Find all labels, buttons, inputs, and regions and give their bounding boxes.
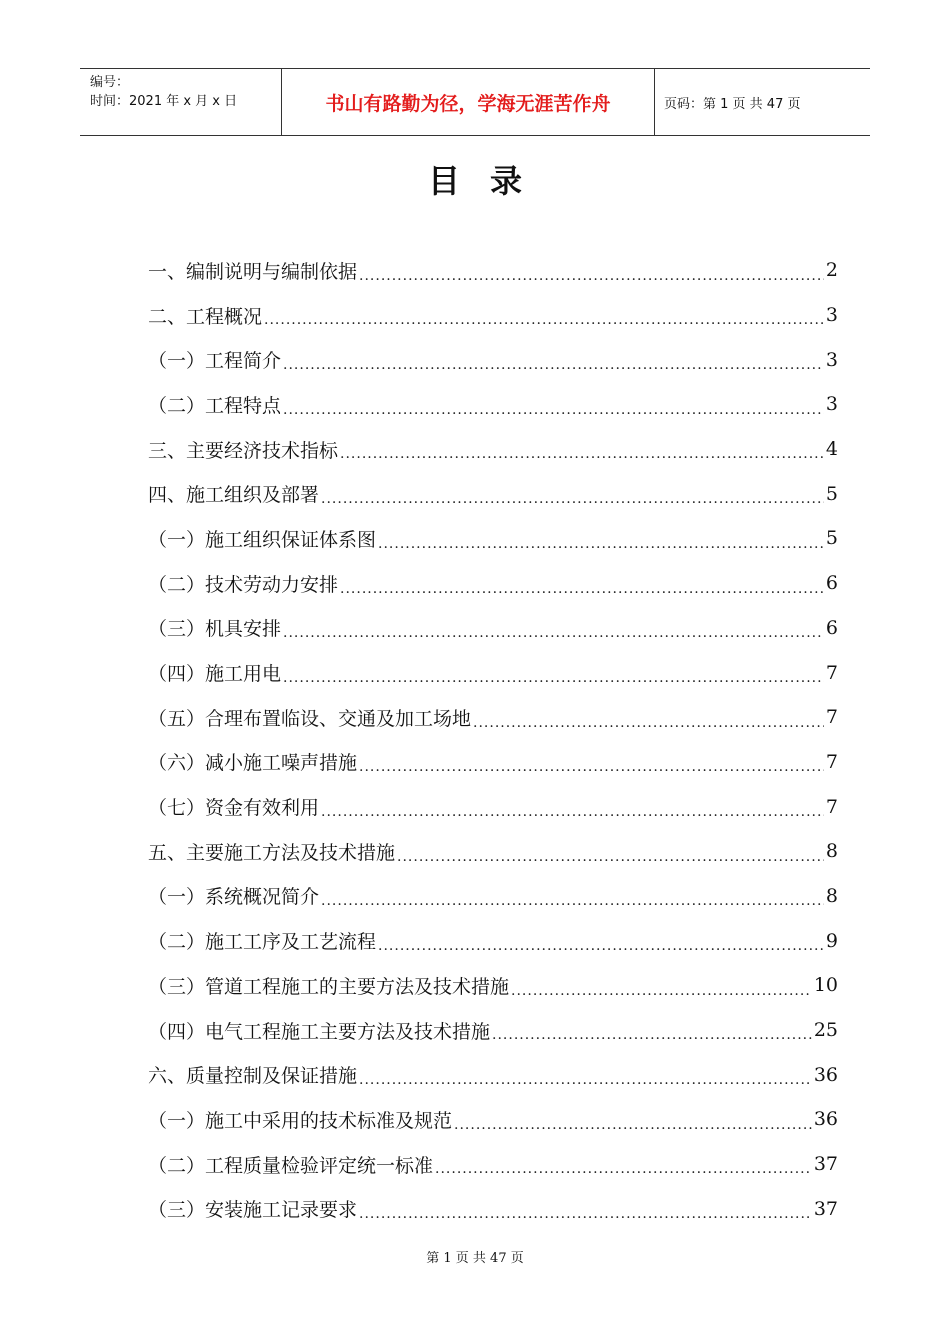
toc-entry-label: 一、编制说明与编制依据: [148, 260, 358, 283]
toc-leader-dots: [283, 402, 824, 427]
toc-entry-label: 五、主要施工方法及技术措施: [148, 841, 396, 864]
toc-entry-label: （七）资金有效利用: [148, 797, 320, 820]
toc-entry-label: 四、施工组织及部署: [148, 484, 320, 507]
toc-entry-label: （一）工程简介: [148, 350, 282, 373]
toc-leader-dots: [321, 491, 824, 516]
toc-leader-dots: [378, 938, 824, 963]
toc-leader-dots: [473, 715, 824, 740]
toc-entry[interactable]: [148, 1097, 838, 1142]
toc-entry-label: 二、工程概况: [148, 305, 263, 328]
toc-entry-label: 六、质量控制及保证措施: [148, 1065, 358, 1088]
toc-entry-page: 2: [825, 259, 838, 282]
toc-entry-page: 6: [825, 616, 838, 639]
toc-entry-page: 7: [825, 661, 838, 684]
toc-leader-dots: [378, 536, 824, 561]
toc-entry-page: 8: [825, 884, 838, 907]
toc-entry-label: （三）机具安排: [148, 618, 282, 641]
toc-entry[interactable]: [148, 874, 838, 919]
toc-entry-page: 36: [813, 1108, 838, 1131]
toc-leader-dots: [359, 1206, 812, 1231]
toc-leader-dots: [340, 446, 824, 471]
toc-entry-label: （二）工程特点: [148, 394, 282, 417]
toc-entry-page: 7: [825, 795, 838, 818]
toc-entry[interactable]: [148, 650, 838, 695]
toc-leader-dots: [283, 357, 824, 382]
toc-entry[interactable]: [148, 1186, 838, 1231]
toc-entry-label: （六）减小施工噪声措施: [148, 752, 358, 775]
toc-leader-dots: [283, 670, 824, 695]
toc-entry[interactable]: [148, 471, 838, 516]
toc-entry-page: 36: [813, 1063, 838, 1086]
toc-entry-page: 7: [825, 706, 838, 729]
toc-entry-page: 8: [825, 840, 838, 863]
toc-entry-page: 37: [813, 1153, 838, 1176]
header-motto: 书山有路勤为径，学海无涯苦作舟: [325, 92, 611, 115]
toc-leader-dots: [264, 312, 824, 337]
toc-entry-page: 9: [825, 929, 838, 952]
toc-entry[interactable]: [148, 695, 838, 740]
toc-entry[interactable]: [148, 740, 838, 785]
toc-entry[interactable]: [148, 1142, 838, 1187]
toc-entry-page: 37: [813, 1197, 838, 1220]
toc-leader-dots: [359, 1072, 812, 1097]
toc-entry[interactable]: [148, 1008, 838, 1053]
toc-entry[interactable]: [148, 248, 838, 293]
table-of-contents: [148, 248, 838, 1231]
toc-entry[interactable]: [148, 1052, 838, 1097]
toc-entry-label: （一）系统概况简介: [148, 886, 320, 909]
toc-entry-label: （二）技术劳动力安排: [148, 573, 339, 596]
page-footer: 第 1 页 共 47 页: [426, 1251, 524, 1266]
toc-leader-dots: [340, 581, 824, 606]
toc-leader-dots: [397, 849, 824, 874]
toc-entry[interactable]: [148, 337, 838, 382]
toc-leader-dots: [321, 893, 824, 918]
header-page-label: 页码：第 1 页 共 47 页: [664, 96, 801, 112]
toc-entry-page: 25: [813, 1019, 838, 1042]
toc-entry-page: 10: [813, 974, 838, 997]
toc-leader-dots: [454, 1117, 812, 1142]
toc-leader-dots: [511, 983, 812, 1008]
toc-entry-label: 三、主要经济技术指标: [148, 439, 339, 462]
toc-entry[interactable]: [148, 561, 838, 606]
document-number-label: 编号：: [90, 75, 130, 90]
toc-entry[interactable]: [148, 516, 838, 561]
document-date-label: 时间：2021 年 x 月 x 日: [90, 94, 238, 109]
toc-entry-label: （四）电气工程施工主要方法及技术措施: [148, 1020, 491, 1043]
toc-entry-page: 4: [825, 438, 838, 461]
toc-entry[interactable]: [148, 829, 838, 874]
toc-leader-dots: [359, 759, 824, 784]
toc-entry-page: 5: [825, 482, 838, 505]
toc-entry-page: 3: [825, 304, 838, 327]
toc-entry-page: 5: [825, 527, 838, 550]
toc-entry-label: （一）施工组织保证体系图: [148, 528, 377, 551]
toc-entry-label: （二）工程质量检验评定统一标准: [148, 1154, 434, 1177]
toc-entry-label: （三）管道工程施工的主要方法及技术措施: [148, 975, 510, 998]
toc-entry-page: 3: [825, 393, 838, 416]
toc-leader-dots: [492, 1027, 812, 1052]
toc-leader-dots: [283, 625, 824, 650]
toc-entry-page: 7: [825, 750, 838, 773]
toc-entry-label: （一）施工中采用的技术标准及规范: [148, 1109, 453, 1132]
toc-entry[interactable]: [148, 382, 838, 427]
toc-entry-label: （五）合理布置临设、交通及加工场地: [148, 707, 472, 730]
toc-entry[interactable]: [148, 963, 838, 1008]
toc-entry[interactable]: [148, 606, 838, 651]
page-title: 目录: [427, 162, 552, 200]
toc-entry[interactable]: [148, 918, 838, 963]
toc-entry-label: （四）施工用电: [148, 663, 282, 686]
toc-leader-dots: [321, 804, 824, 829]
toc-entry-label: （三）安装施工记录要求: [148, 1199, 358, 1222]
header-meta: [90, 73, 237, 111]
header-divider: [654, 69, 655, 135]
toc-entry[interactable]: [148, 427, 838, 472]
document-header: [80, 68, 870, 136]
toc-entry-page: 3: [825, 348, 838, 371]
toc-entry-label: （二）施工工序及工艺流程: [148, 931, 377, 954]
toc-leader-dots: [359, 268, 824, 293]
toc-entry-page: 6: [825, 572, 838, 595]
toc-leader-dots: [435, 1161, 812, 1186]
toc-entry[interactable]: [148, 293, 838, 338]
toc-entry[interactable]: [148, 784, 838, 829]
